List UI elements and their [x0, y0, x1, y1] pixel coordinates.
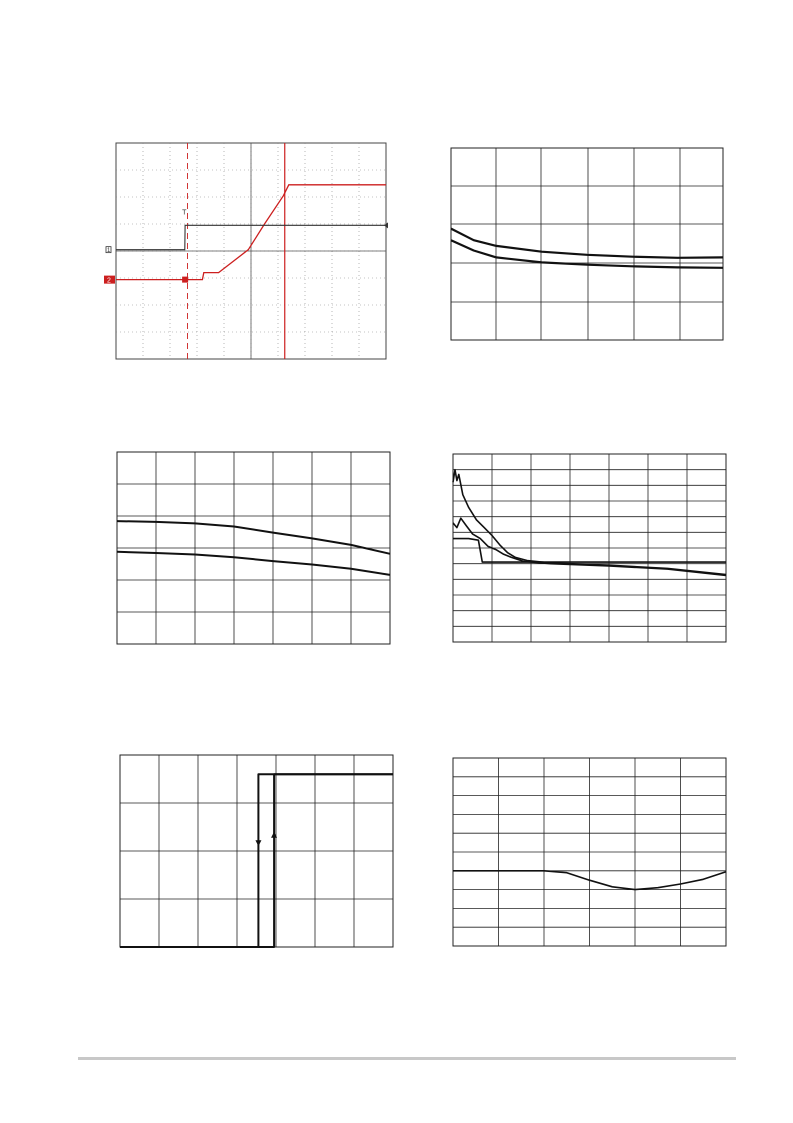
- line-chart-bottom-right: [452, 756, 728, 948]
- footer-rule: [78, 1057, 736, 1060]
- series-line-2: [117, 552, 390, 575]
- series-line-1: [451, 229, 723, 258]
- trigger-label: T: [182, 209, 187, 217]
- chart-panel-middle-right: [452, 452, 728, 644]
- line-chart-middle-right: [452, 452, 728, 644]
- chart-panel-bottom-right: [452, 756, 728, 948]
- chart-panel-top-right: [450, 146, 726, 342]
- direction-arrow-down: [255, 840, 261, 846]
- ch1-label: 1: [107, 248, 111, 255]
- chart-panel-middle-left: [116, 450, 392, 646]
- series-line-2: [120, 774, 393, 947]
- oscilloscope-panel: [104, 140, 390, 364]
- trigger-point-marker: [182, 277, 188, 283]
- chart-panel-bottom-left: [119, 753, 395, 949]
- series-line-1: [120, 774, 393, 947]
- series-line-3: [453, 539, 726, 563]
- ch2-label: 2: [107, 277, 111, 285]
- line-chart-top-right: [450, 146, 726, 342]
- line-chart-bottom-left: [119, 753, 395, 949]
- series-line-2: [453, 518, 726, 575]
- series-line-1: [117, 521, 390, 554]
- line-chart-middle-left: [116, 450, 392, 646]
- oscilloscope-chart: [104, 140, 390, 364]
